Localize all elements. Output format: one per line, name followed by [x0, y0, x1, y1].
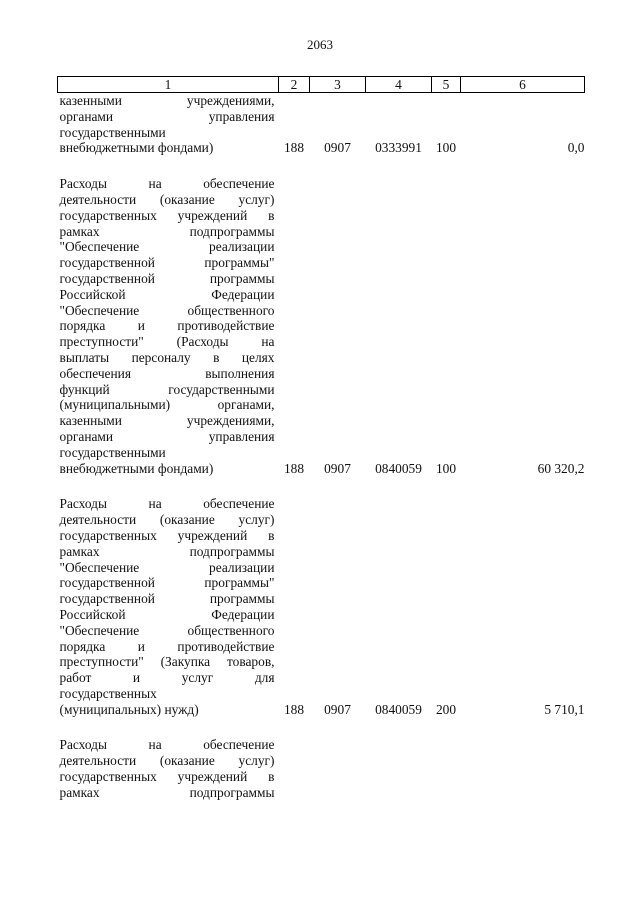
spacer-cell: [432, 476, 461, 496]
column-header-2: 2: [279, 77, 310, 93]
amount: 5 710,1: [544, 701, 585, 717]
spacer-cell: [310, 476, 366, 496]
target-article-code: 0333991: [375, 140, 422, 156]
description-line: государственными: [59, 444, 166, 460]
page-number: 2063: [307, 37, 333, 52]
description-line: государственной программы: [59, 270, 275, 286]
description-line: деятельности (оказание услуг): [59, 512, 275, 528]
description-line: рамках подпрограммы: [59, 784, 275, 800]
description-line: государственных учреждений в: [59, 207, 275, 223]
description-line: государственных: [59, 685, 157, 701]
description-line: внебюджетными фондами): [59, 460, 214, 476]
spacer-cell: [366, 156, 432, 176]
table-row: [58, 176, 585, 476]
description-line: функций государственными: [59, 381, 275, 397]
description-line: Расходы на обеспечение: [59, 737, 275, 753]
spacer-cell: [279, 717, 310, 737]
spacer-cell: [58, 156, 279, 176]
description-line: государственными: [59, 124, 166, 140]
column-header-5: 5: [432, 77, 461, 93]
description-line: Российской Федерации: [59, 286, 275, 302]
column-header-6: 6: [461, 77, 585, 93]
description-line: Расходы на обеспечение: [59, 176, 275, 192]
spacer-cell: [58, 717, 279, 737]
section-code: 0907: [324, 460, 351, 476]
ministry-code: 188: [283, 701, 305, 717]
description-line: органами управления: [59, 428, 275, 444]
description-line: казенными учреждениями,: [59, 413, 275, 429]
ministry-code: 188: [283, 140, 305, 156]
amount: 60 320,2: [537, 460, 585, 476]
amount: [461, 737, 585, 800]
description-line: казенными учреждениями,: [59, 93, 275, 108]
expense-type-code: 200: [435, 701, 457, 717]
column-header-3: 3: [310, 77, 366, 93]
row-spacer: [58, 156, 585, 176]
description-line: государственной программы": [59, 255, 275, 271]
row-description: [58, 93, 279, 157]
description-line: (муниципальных) нужд): [59, 701, 199, 717]
row-description: [58, 176, 279, 476]
table-row: [58, 737, 585, 800]
description-line: Расходы на обеспечение: [59, 496, 275, 512]
expense-type-code: [432, 737, 461, 800]
description-line: порядка и противодействие: [59, 318, 275, 334]
target-article-code: 0840059: [375, 460, 422, 476]
description-line: "Обеспечение общественного: [59, 622, 275, 638]
spacer-cell: [432, 156, 461, 176]
description-line: преступности" (Расходы на: [59, 334, 275, 350]
description-line: государственной программы": [59, 575, 275, 591]
row-spacer: [58, 717, 585, 737]
description-line: органами управления: [59, 108, 275, 124]
table-header-row: [58, 77, 585, 93]
description-line: порядка и противодействие: [59, 638, 275, 654]
row-description: [58, 737, 279, 800]
budget-table: [57, 76, 585, 801]
description-line: деятельности (оказание услуг): [59, 191, 275, 207]
description-line: обеспечения выполнения: [59, 365, 275, 381]
spacer-cell: [279, 476, 310, 496]
spacer-cell: [366, 717, 432, 737]
spacer-cell: [310, 156, 366, 176]
section-code: [310, 737, 366, 800]
description-line: "Обеспечение общественного: [59, 302, 275, 318]
description-line: государственных учреждений в: [59, 527, 275, 543]
ministry-code: [279, 737, 310, 800]
spacer-cell: [366, 476, 432, 496]
section-code: 0907: [324, 140, 351, 156]
expense-type-code: 100: [435, 140, 457, 156]
spacer-cell: [432, 717, 461, 737]
section-code: 0907: [324, 701, 351, 717]
table-row: [58, 93, 585, 157]
description-line: работ и услуг для: [59, 670, 275, 686]
column-header-1: 1: [58, 77, 279, 93]
description-line: внебюджетными фондами): [59, 140, 214, 156]
spacer-cell: [279, 156, 310, 176]
spacer-cell: [461, 156, 585, 176]
table-body: [58, 93, 585, 801]
column-header-4: 4: [366, 77, 432, 93]
target-article-code: [366, 737, 432, 800]
description-line: выплаты персоналу в целях: [59, 349, 275, 365]
description-line: (муниципальными) органами,: [59, 397, 275, 413]
ministry-code: 188: [283, 460, 305, 476]
description-line: рамках подпрограммы: [59, 223, 275, 239]
description-line: рамках подпрограммы: [59, 543, 275, 559]
amount: 0,0: [567, 140, 585, 156]
description-line: государственных учреждений в: [59, 769, 275, 785]
target-article-code: 0840059: [375, 701, 422, 717]
spacer-cell: [310, 717, 366, 737]
description-line: государственной программы: [59, 591, 275, 607]
description-line: преступности" (Закупка товаров,: [59, 654, 275, 670]
spacer-cell: [58, 476, 279, 496]
description-line: "Обеспечение реализации: [59, 559, 275, 575]
description-line: деятельности (оказание услуг): [59, 753, 275, 769]
spacer-cell: [461, 476, 585, 496]
row-spacer: [58, 476, 585, 496]
table-row: [58, 496, 585, 717]
description-line: "Обеспечение реализации: [59, 239, 275, 255]
spacer-cell: [461, 717, 585, 737]
description-line: Российской Федерации: [59, 606, 275, 622]
row-description: [58, 496, 279, 717]
expense-type-code: 100: [435, 460, 457, 476]
